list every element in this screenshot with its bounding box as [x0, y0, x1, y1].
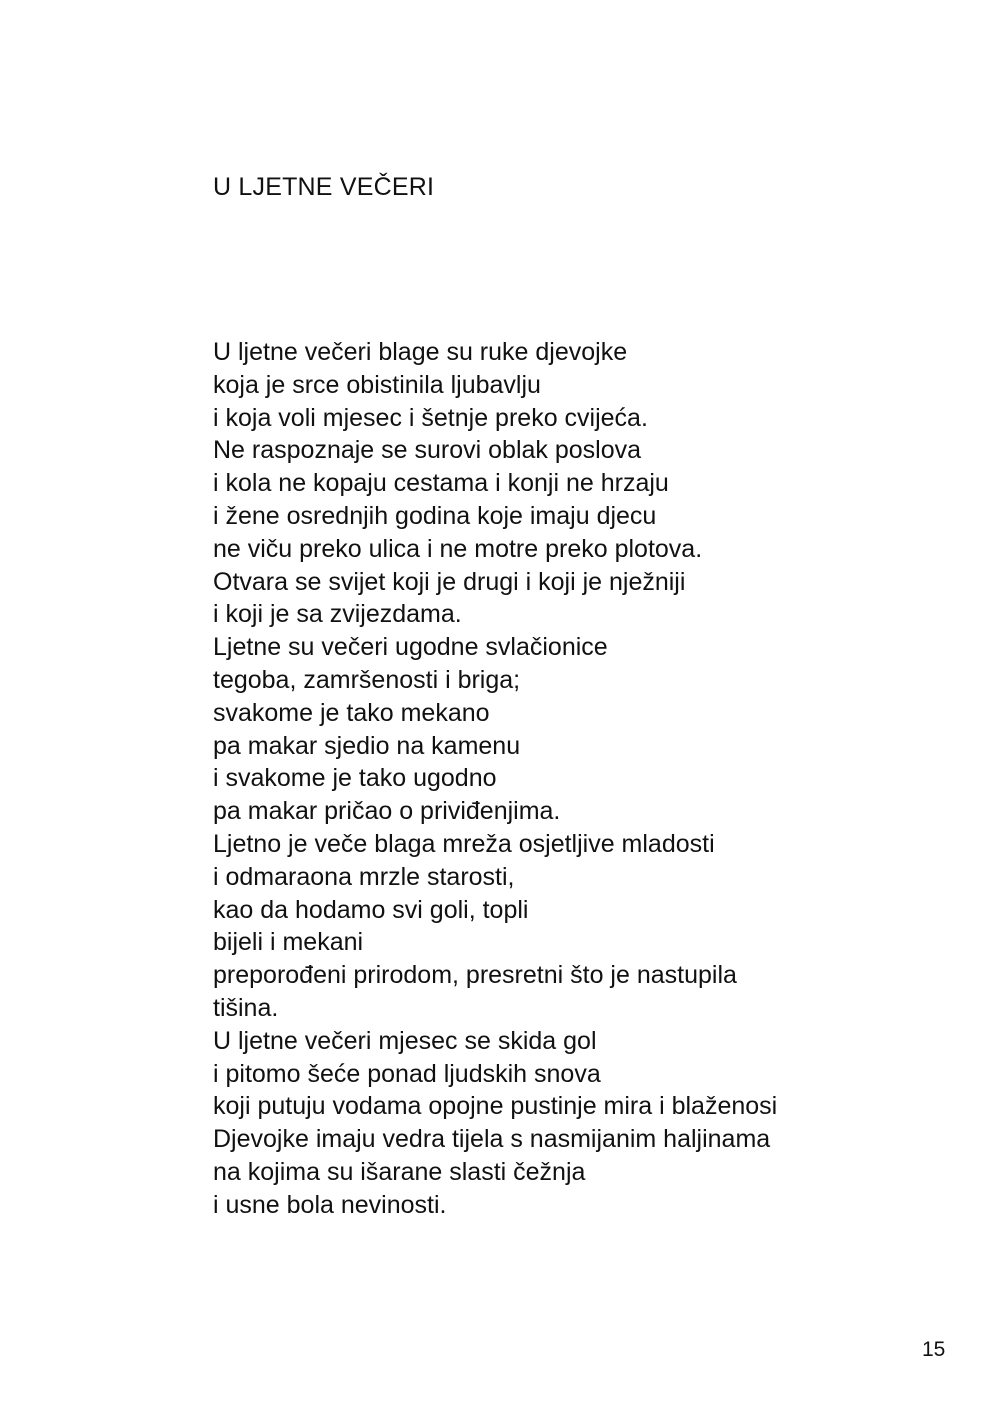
poem-line: ne viču preko ulica i ne motre preko plotova.	[213, 534, 703, 563]
poem-line: i odmaraona mrzle starosti,	[213, 862, 515, 891]
poem-title: U LJETNE VEČERI	[213, 173, 435, 201]
poem-line: U ljetne večeri blage su ruke djevojke	[213, 338, 628, 366]
poem-line: svakome je tako mekano	[213, 698, 490, 727]
poem-line: koja je srce obistinila ljubavlju	[213, 370, 541, 399]
poem-line: i usne bola nevinosti.	[213, 1190, 447, 1219]
poem-body	[213, 336, 777, 1222]
poem-line: tišina.	[213, 993, 279, 1022]
poem-line: i pitomo šeće ponad ljudskih snova	[213, 1059, 601, 1088]
poem-line: na kojima su išarane slasti čežnja	[213, 1157, 586, 1186]
poem-line: bijeli i mekani	[213, 928, 364, 957]
poem-line: Otvara se svijet koji je drugi i koji je nježniji	[213, 567, 686, 596]
poem-line: Ljetno je veče blaga mreža osjetljive mladosti	[213, 829, 715, 858]
poem-line: kao da hodamo svi goli, topli	[213, 895, 529, 924]
poem-line: koji putuju vodama opojne pustinje mira i blaženosi	[213, 1092, 778, 1121]
poem-line: Djevojke imaju vedra tijela s nasmijanim haljinama	[213, 1125, 771, 1154]
poem-line: i kola ne kopaju cestama i konji ne hrzaju	[213, 469, 669, 498]
poem-line: U ljetne večeri mjesec se skida gol	[213, 1026, 597, 1055]
poem-line: pa makar sjedio na kamenu	[213, 731, 521, 760]
poem-line: Ljetne su večeri ugodne svlačionice	[213, 633, 608, 662]
poem-line: i žene osrednjih godina koje imaju djecu	[213, 501, 657, 530]
poem-line: i svakome je tako ugodno	[213, 764, 497, 793]
poem-line: preporođeni prirodom, presretni što je nastupila	[213, 961, 737, 990]
poem-line: pa makar pričao o priviđenjima.	[213, 797, 561, 826]
page-number: 15	[922, 1338, 946, 1361]
poem-line: i koji je sa zvijezdama.	[213, 600, 462, 629]
poem-line: Ne raspoznaje se surovi oblak poslova	[213, 436, 642, 465]
poem-line: i koja voli mjesec i šetnje preko cvijeća.	[213, 403, 648, 432]
poem-line: tegoba, zamršenosti i briga;	[213, 665, 521, 694]
